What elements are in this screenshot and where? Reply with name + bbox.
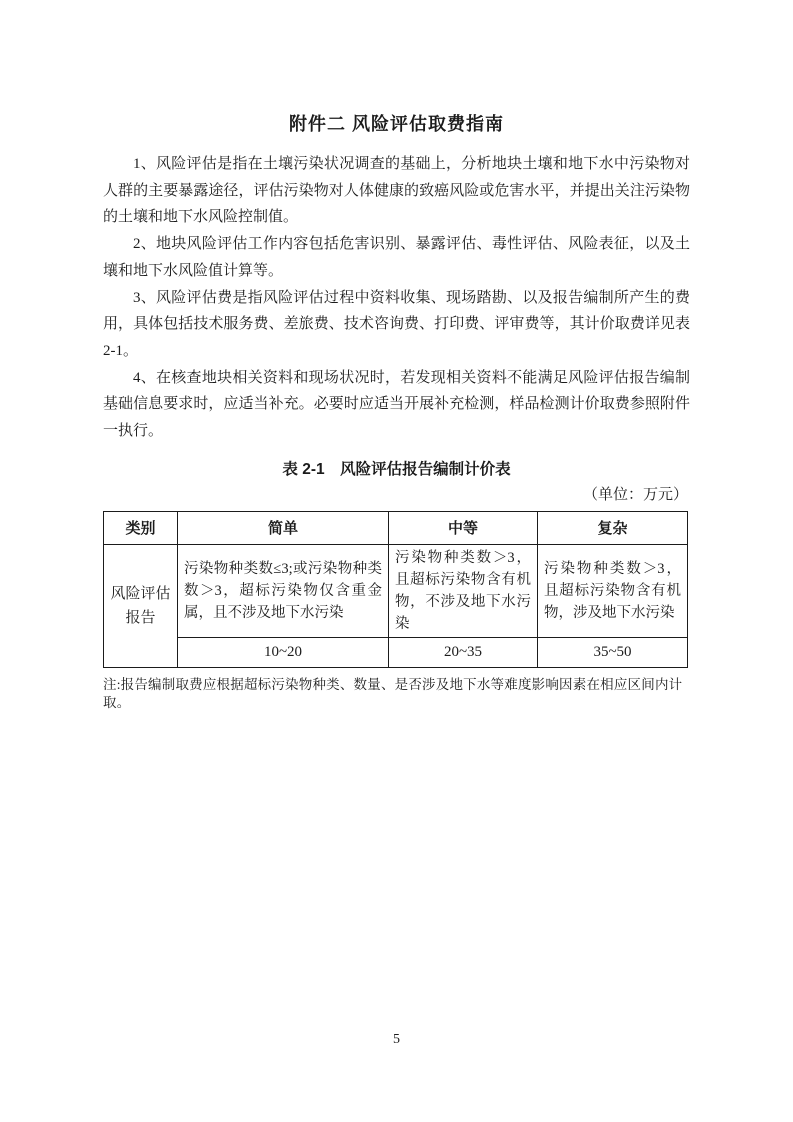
table-header-row <box>104 511 688 544</box>
paragraph-2: 2、地块风险评估工作内容包括危害识别、暴露评估、毒性评估、风险表征，以及土壤和地下水风险值计算等。 <box>103 236 690 279</box>
header-cell-category: 类别 <box>104 511 178 544</box>
table-description-row <box>104 544 688 637</box>
header-cell-complex: 复杂 <box>538 511 688 544</box>
fee-cell-simple: 10~20 <box>178 637 389 667</box>
fee-cell-medium: 20~35 <box>389 637 538 667</box>
category-cell: 风险评估报告 <box>104 544 178 667</box>
paragraph-1: 1、风险评估是指在土壤污染状况调查的基础上，分析地块土壤和地下水中污染物对人群的主要暴露途径，评估污染物对人体健康的致癌风险或危害水平，并提出关注污染物的土壤和地下水风险控制值。 <box>103 156 690 226</box>
body-text <box>103 151 690 445</box>
description-cell-complex: 污染物种类数＞3，且超标污染物含有机物，涉及地下水污染 <box>538 544 688 637</box>
header-cell-simple: 简单 <box>178 511 389 544</box>
description-cell-medium: 污染物种类数＞3，且超标污染物含有机物，不涉及地下水污染 <box>389 544 538 637</box>
paragraph-3: 3、风险评估费是指风险评估过程中资料收集、现场踏勘、以及报告编制所产生的费用，具体包括技术服务费、差旅费、技术咨询费、打印费、评审费等，其计价取费详见表 2-1。 <box>103 289 690 359</box>
table-footnote: 注:报告编制取费应根据超标污染物种类、数量、是否涉及地下水等难度影响因素在相应区间内计取。 <box>103 676 683 710</box>
fee-table <box>103 511 688 668</box>
table-unit-label: （单位：万元） <box>582 486 688 503</box>
page-number: 5 <box>393 1032 400 1047</box>
fee-cell-complex: 35~50 <box>538 637 688 667</box>
table-caption: 表 2-1 风险评估报告编制计价表 <box>282 460 511 478</box>
paragraph-4: 4、在核查地块相关资料和现场状况时，若发现相关资料不能满足风险评估报告编制基础信息要求时，应适当补充。必要时应适当开展补充检测，样品检测计价取费参照附件一执行。 <box>103 369 690 440</box>
description-cell-simple: 污染物种类数≤3;或污染物种类数＞3，超标污染物仅含重金属，且不涉及地下水污染 <box>178 544 389 637</box>
page-title: 附件二 风险评估取费指南 <box>289 114 504 134</box>
table-fee-row <box>104 637 688 667</box>
header-cell-medium: 中等 <box>389 511 538 544</box>
